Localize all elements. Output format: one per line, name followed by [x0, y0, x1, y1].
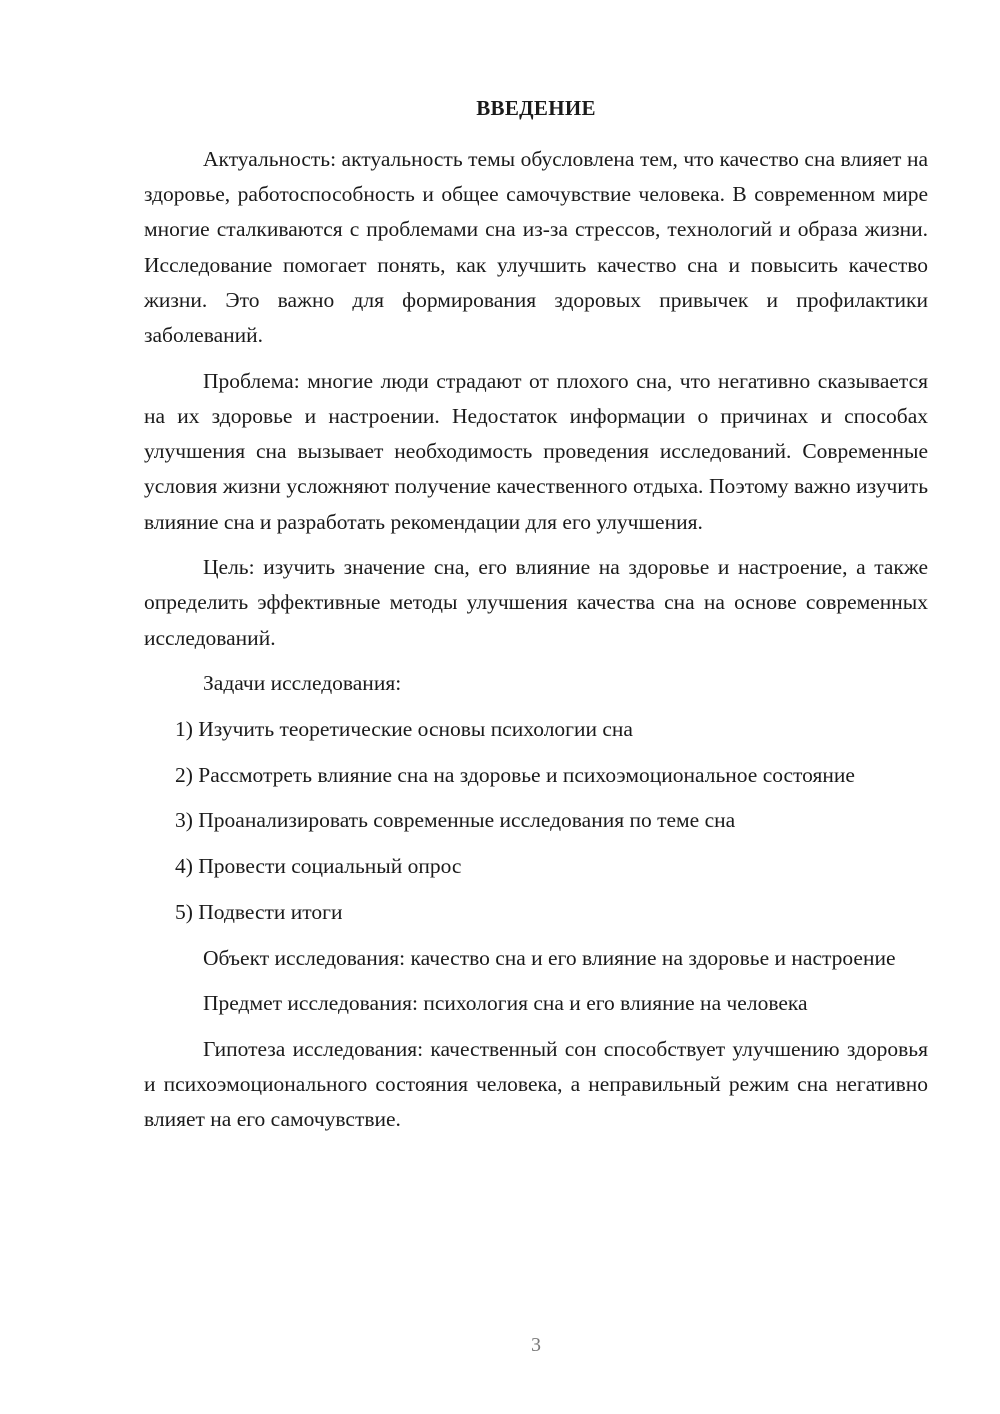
document-body — [144, 142, 928, 1148]
page-number: 3 — [531, 1334, 541, 1356]
paragraph-goal: Цель: изучить значение сна, его влияние на здоровье и настроение, а также определить эффективные методы улучшения качества сна на основе современных исследований. — [144, 555, 928, 650]
paragraph-subject: Предмет исследования: психология сна и его влияние на человека — [203, 991, 808, 1016]
task-item: 3) Проанализировать современные исследования по теме сна — [175, 808, 736, 833]
paragraph-tasks-heading: Задачи исследования: — [203, 671, 402, 696]
paragraph-object: Объект исследования: качество сна и его влияние на здоровье и настроение — [203, 945, 896, 970]
task-item: 5) Подвести итоги — [175, 899, 343, 924]
task-item: 1) Изучить теоретические основы психологии сна — [175, 717, 633, 742]
paragraph-hypothesis: Гипотеза исследования: качественный сон способствует улучшению здоровья и психоэмоционального состояния человека, а неправильный режим сна негативно влияет на его самочувствие. — [144, 1036, 928, 1132]
task-item: 4) Провести социальный опрос — [175, 854, 462, 879]
section-heading: ВВЕДЕНИЕ — [476, 96, 596, 120]
task-item: 2) Рассмотреть влияние сна на здоровье и психоэмоциональное состояние — [175, 762, 855, 787]
paragraph-relevance: Актуальность: актуальность темы обусловлена тем, что качество сна влияет на здоровье, работоспособность и общее самочувствие человека. В современном мире многие сталкиваются с проблемами сна из-за стрессов, технологий и образа жизни. Исследование помогает понять, как улучшить качество сна и повысить качество жизни. Это важно для формирования здоровых привычек и профилактики заболеваний. — [144, 147, 928, 348]
paragraph-problem: Проблема: многие люди страдают от плохого сна, что негативно сказывается на их здоровье и настроении. Недостаток информации о причинах и способах улучшения сна вызывает необходимость проведения исследований. Современные условия жизни усложняют получение качественного отдыха. Поэтому важно изучить влияние сна и разработать рекомендации для его улучшения. — [144, 368, 928, 534]
